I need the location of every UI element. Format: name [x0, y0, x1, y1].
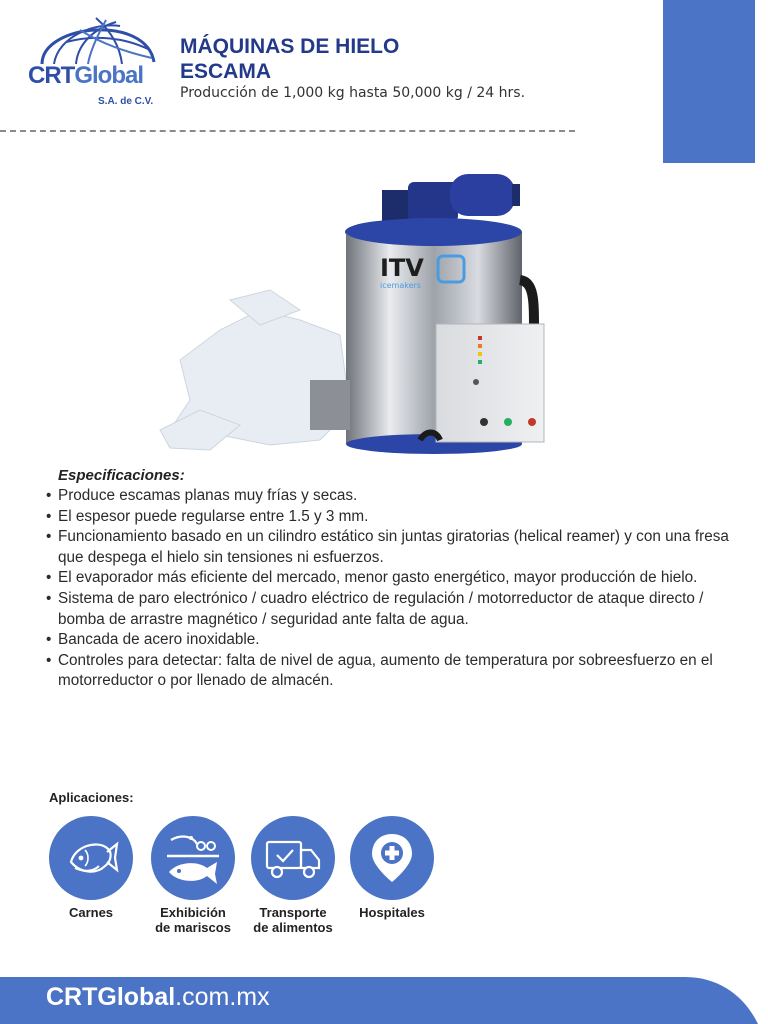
- corner-accent-block: [663, 0, 755, 163]
- fish-icon: [61, 828, 121, 888]
- spec-item: • El evaporador más eficiente del mercado, menor gasto energético, mayor producción de hielo.: [44, 568, 732, 589]
- application-icon-circle: [151, 816, 235, 900]
- control-box: [436, 324, 544, 442]
- footer-website-link[interactable]: CRTGlobal.com.mx: [46, 983, 270, 1011]
- application-mariscos: [138, 816, 248, 935]
- seafood-icon: [163, 828, 223, 888]
- application-label: Hospitales: [359, 905, 425, 920]
- page-title: [180, 34, 399, 84]
- hospital-pin-icon: [362, 828, 422, 888]
- product-brand-mark: ITV: [380, 254, 424, 282]
- application-label: Transporte de alimentos: [253, 905, 333, 935]
- title-line-2: ESCAMA: [180, 60, 272, 83]
- valve-unit: [310, 380, 350, 430]
- logo-wordmark: CRTGlobal: [28, 62, 143, 89]
- product-brand-small: icemakers: [380, 281, 421, 290]
- application-icon-circle: [49, 816, 133, 900]
- application-icon-circle: [251, 816, 335, 900]
- specifications-section: [44, 467, 732, 692]
- spec-item: • Sistema de paro electrónico / cuadro eléctrico de regulación / motorreductor de ataque directo / bomba de arrastre magnético / seguridad ante falta de agua.: [44, 589, 732, 630]
- title-line-1: MÁQUINAS DE HIELO: [180, 35, 400, 58]
- application-transporte: [238, 816, 348, 935]
- specifications-title: Especificaciones:: [58, 467, 185, 484]
- motor: [450, 174, 515, 216]
- spec-item: • Controles para detectar: falta de nivel de agua, aumento de temperatura por sobreesfuerzo en el motorreductor o por llenado de almacén.: [44, 651, 732, 692]
- application-hospitales: [337, 816, 447, 920]
- truck-icon: [263, 828, 323, 888]
- page-subtitle: Producción de 1,000 kg hasta 50,000 kg / 24 hrs.: [180, 85, 526, 101]
- dashed-divider: [0, 130, 575, 132]
- crtglobal-logo: [28, 14, 168, 107]
- spec-item: • Funcionamiento basado en un cilindro estático sin juntas giratorias (helical reamer) y con una fresa que despega el hielo sin tensiones ni esfuerzos.: [44, 527, 732, 568]
- product-image: [150, 160, 550, 465]
- spec-item: • El espesor puede regularse entre 1.5 y 3 mm.: [44, 507, 732, 528]
- logo-subtitle: S.A. de C.V.: [98, 96, 154, 107]
- spec-item: • Produce escamas planas muy frías y secas.: [44, 486, 732, 507]
- application-label: Carnes: [68, 905, 114, 920]
- specifications-list: [44, 486, 732, 692]
- applications-title: Aplicaciones:: [49, 790, 134, 805]
- application-label: Exhibición de mariscos: [155, 905, 231, 935]
- application-icon-circle: [350, 816, 434, 900]
- spec-item: • Bancada de acero inoxidable.: [44, 630, 732, 651]
- application-carnes: [36, 816, 146, 920]
